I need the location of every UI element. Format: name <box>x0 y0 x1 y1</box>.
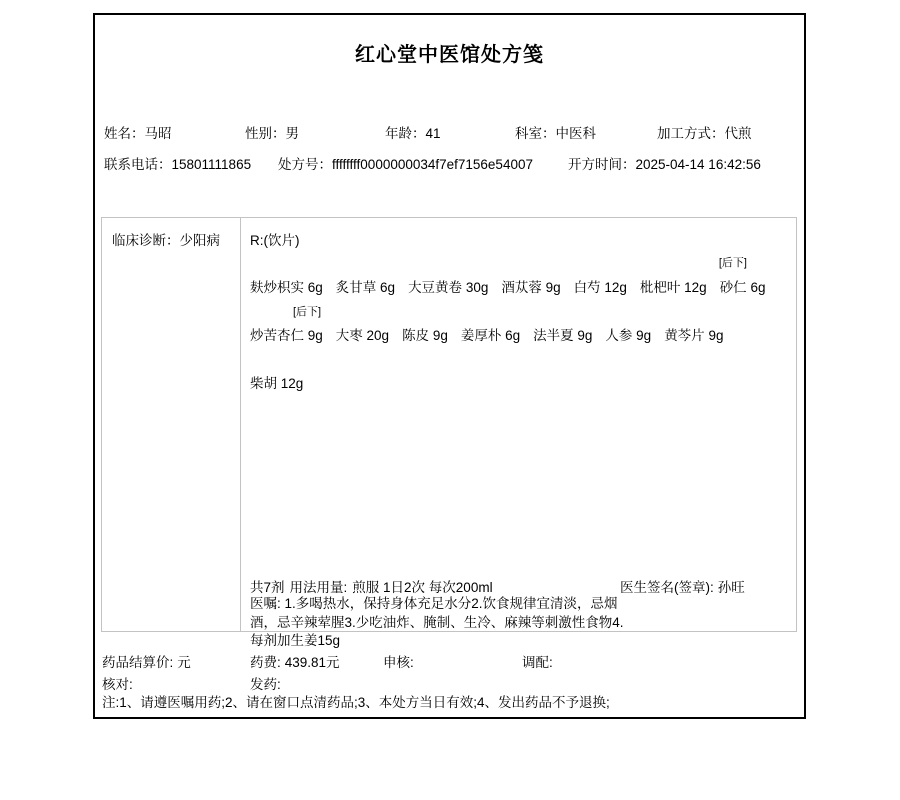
patient-gender-value: 男 <box>285 126 299 141</box>
herb-item: 法半夏 9g <box>533 328 593 343</box>
settlement-price-label: 药品结算价: <box>102 655 174 670</box>
footer-notes: 注:1、请遵医嘱用药;2、请在窗口点清药品;3、本处方当日有效;4、发出药品不予退换; <box>102 695 610 710</box>
usage-value: 煎服 1日2次 每次200ml <box>352 580 493 595</box>
settlement-price-field <box>102 651 191 671</box>
herb-item: 砂仁 6g <box>719 280 766 295</box>
herb-item: 酒苁蓉 9g <box>501 280 561 295</box>
blend-label: 调配: <box>522 655 553 670</box>
department-field <box>515 122 596 142</box>
diagnosis-cell <box>102 218 241 631</box>
herb-item: 人参 9g <box>605 328 652 343</box>
check-label: 核对: <box>102 677 133 692</box>
processing-method-field <box>657 122 752 142</box>
herb-item: 炙甘草 6g <box>335 280 396 295</box>
doctor-signature-value: 孙旺 <box>717 580 745 595</box>
herb-line-2 <box>250 324 723 344</box>
processing-method-value: 代煎 <box>724 126 752 141</box>
patient-name-value: 马昭 <box>144 126 172 141</box>
phone-label: 联系电话： <box>104 157 172 172</box>
fee-value: 439.81元 <box>284 655 340 670</box>
herb-line-3 <box>250 372 303 392</box>
usage-line <box>250 576 493 596</box>
patient-age-value: 41 <box>425 126 441 141</box>
department-value: 中医科 <box>555 126 596 141</box>
fee-label: 药费: <box>250 655 281 670</box>
patient-name-label: 姓名： <box>104 126 145 141</box>
issue-time-label: 开方时间： <box>568 157 636 172</box>
herb-item: 柴胡 12g <box>250 376 304 391</box>
review-label: 申核: <box>383 655 414 670</box>
herb-item: 大枣 20g <box>335 328 390 343</box>
diagnosis-field <box>112 229 220 249</box>
patient-name-field <box>104 122 172 142</box>
department-label: 科室： <box>515 126 556 141</box>
review-field <box>383 651 418 671</box>
diagnosis-label: 临床诊断： <box>112 233 180 248</box>
fee-field <box>250 651 340 671</box>
dispense-label: 发药: <box>250 677 281 692</box>
total-doses: 共7剂 <box>250 580 285 595</box>
phone-value: 15801111865 <box>171 157 252 172</box>
doctor-signature-field <box>620 576 745 596</box>
patient-gender-field <box>245 122 299 142</box>
decoct-later-annotation-1: [后下] <box>718 257 747 269</box>
usage-label: 用法用量: <box>289 580 348 595</box>
prescription-page <box>93 13 806 719</box>
rx-header: R:(饮片) <box>250 233 300 248</box>
processing-method-label: 加工方式： <box>657 126 725 141</box>
herb-item: 姜厚朴 6g <box>460 328 521 343</box>
patient-age-field <box>385 122 441 142</box>
herb-item: 炒苦杏仁 9g <box>250 328 323 343</box>
diagnosis-value: 少阳病 <box>179 233 220 248</box>
herb-item: 枇杷叶 12g <box>639 280 707 295</box>
settlement-price-value: 元 <box>177 655 191 670</box>
rx-number-value: ffffffff0000000034f7ef7156e54007 <box>332 157 533 172</box>
rx-number-field <box>278 153 533 173</box>
decoct-later-annotation-2: [后下] <box>293 306 322 318</box>
issue-time-field <box>568 153 761 173</box>
blend-field <box>522 651 557 671</box>
prescription-box <box>101 217 797 648</box>
phone-field <box>104 153 251 173</box>
herb-item: 陈皮 9g <box>402 328 448 343</box>
issue-time-value: 2025-04-14 16:42:56 <box>635 157 761 172</box>
patient-gender-label: 性别： <box>245 126 286 141</box>
check-field <box>102 673 137 693</box>
page-title: 红心堂中医馆处方笺 <box>355 44 544 66</box>
herb-item: 大豆黄卷 30g <box>408 280 489 295</box>
patient-age-label: 年龄： <box>385 126 426 141</box>
herb-line-1 <box>250 276 765 296</box>
doctor-signature-label: 医生签名(签章): <box>620 580 714 595</box>
medical-advice: 医嘱: 1.多喝热水，保持身体充足水分2.饮食规律宜清淡，忌烟酒，忌辛辣荤腥3.少吃油炸、腌制、生冷、麻辣等刺激性食物4.每剂加生姜15g <box>250 596 624 648</box>
herb-item: 黄芩片 9g <box>664 328 724 343</box>
rx-number-label: 处方号： <box>278 157 332 172</box>
herb-item: 麸炒枳实 6g <box>250 280 323 295</box>
herb-item: 白芍 12g <box>573 280 627 295</box>
dispense-field <box>250 673 285 693</box>
